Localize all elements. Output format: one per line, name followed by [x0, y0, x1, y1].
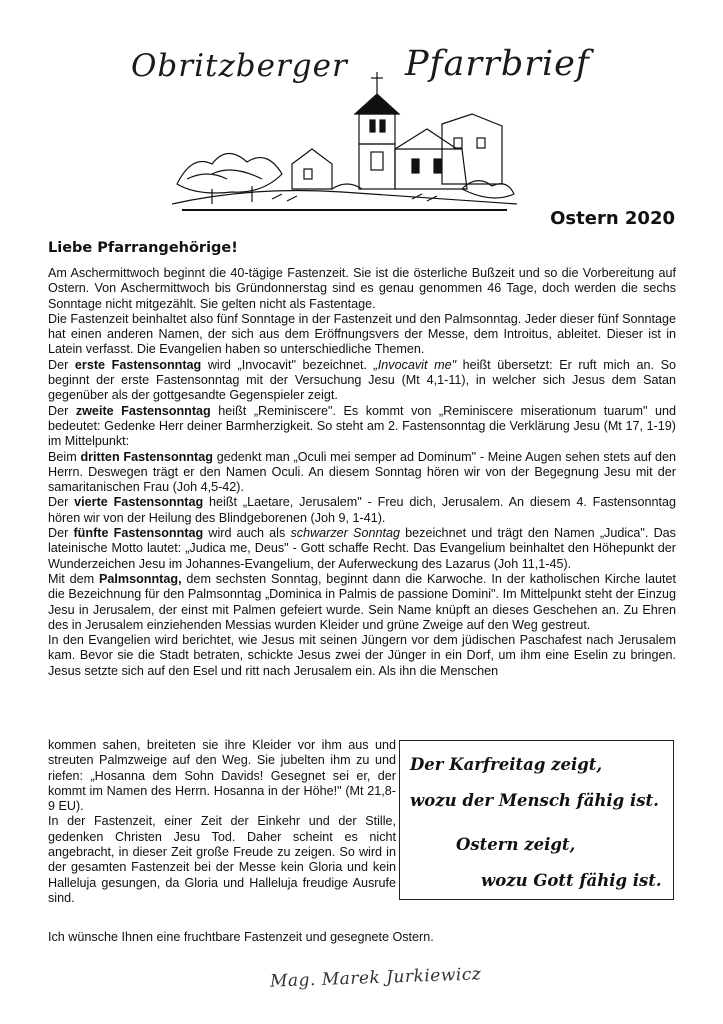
highlight-term: fünfte Fastensonntag — [73, 526, 204, 541]
masthead-title-left: Obritzberger — [131, 48, 348, 84]
quote-box — [399, 740, 674, 900]
text-run: Der — [48, 403, 76, 418]
church-illustration — [172, 54, 517, 212]
text-run: Der — [48, 495, 75, 510]
closing-line: Ich wünsche Ihnen eine fruchtbare Fastenzeit und gesegnete Ostern. — [48, 930, 434, 944]
text-run: dem sechsten Sonntag, beginnt dann die Karwoche. In der katholischen Kirche lautet die Bezeichnung für den Palmsonntag „Dominica in Palmis de passione Domini". Im Mittelpunkt steht der Einzug Jesu in Jerusalem, der einst mit Palmen gefeiert wurde. Sein Name knüpft an dieses Geschehen an. Zu Ehren des in Jerusalem einziehenden Messias wurden Kleider und grüne Zweige auf den Weg gestreut. — [48, 571, 676, 632]
paragraph — [48, 358, 676, 404]
emphasis-term: „Invocavit me" — [373, 357, 457, 372]
paragraph: Am Aschermittwoch beginnt die 40-tägige Fastenzeit. Sie ist die österliche Bußzeit und so die Vorbereitung auf Ostern. Von Aschermittwoch bis Gründonnerstag sind es genau genommen 46 Tage, doch werden die sechs Sonntage nicht mitgezählt. Sie gelten nicht als Fastentage. — [48, 266, 676, 311]
quote-line: wozu der Mensch fähig ist. — [410, 791, 659, 810]
paragraph — [48, 526, 676, 572]
highlight-term: zweite Fastensonntag — [75, 403, 211, 418]
paragraph: kommen sahen, breiteten sie ihre Kleider vor ihm aus und streuten Palmzweige auf den Weg. Sie jubelten ihm zu und riefen: „Hosanna dem Sohn Davids! Gesegnet sei er, der kommt im Namen des Herrn. Hosanna in der Höhe!" (Mt 21,8-9 EU). — [48, 738, 396, 814]
text-run: Der — [48, 526, 74, 541]
article-body — [48, 266, 676, 679]
signature: Mag. Marek Jurkiewicz — [269, 964, 482, 992]
quote-line: Ostern zeigt, — [456, 835, 576, 854]
text-run: heißt übersetzt: Er ruft mich an. So beginnt der erste Fastensonntag mit der Versuchung Jesu (Mt 4,1-11), in welcher sich Jesus dem Satan gegenüber als der gottgesandte Gegenspieler zeigt. — [48, 357, 676, 403]
text-run: wird auch als — [203, 526, 291, 541]
masthead — [0, 0, 723, 212]
masthead-title-right: Pfarrbrief — [405, 44, 590, 84]
highlight-term: Palmsonntag, — [99, 571, 182, 586]
text-run: heißt „Reminiscere". Es kommt von „Reminiscere miserationum tuarum" und bedeutet: Gedenke Herr deiner Barmherzigkeit. So steht am 2. Fastensonntag die Verklärung Jesu (Mt 17, 1-19) im Mittelpunkt: — [48, 403, 676, 449]
paragraph — [48, 404, 676, 450]
text-run: Beim — [48, 449, 81, 464]
text-run: bezeichnet und trägt den Namen „Judica". Das lateinische Motto lautet: „Judica me, Deus" - Gott schaffe Recht. Das Evangelium beinhaltet den Höhepunkt der Wunderzeichen Jesu im Johannes-Evangelium, der Auferweckung des Lazarus (Joh 11,1-45). — [48, 526, 676, 571]
highlight-term: vierte Fastensonntag — [74, 495, 204, 510]
text-run: Der — [48, 357, 75, 372]
text-run: wird „Invocavit" bezeichnet. — [201, 357, 374, 372]
paragraph: In der Fastenzeit, einer Zeit der Einkehr und der Stille, gedenken Christen Jesu Tod. Daher scheint es nicht angebracht, in dieser Zeit große Freude zu zeigen. So wird in der gesamten Fastenzeit bei der Messe kein Gloria und kein Halleluja gesungen, da Gloria und Halleluja freudige Ausrufe sind. — [48, 814, 396, 905]
article-body-narrow — [48, 738, 396, 906]
quote-line: Der Karfreitag zeigt, — [410, 755, 603, 774]
highlight-term: erste Fastensonntag — [74, 357, 202, 372]
paragraph: In den Evangelien wird berichtet, wie Jesus mit seinen Jüngern vor dem jüdischen Paschafest nach Jerusalem kam. Bevor sie die Stadt betraten, schickte Jesus zwei der Jünger in ein Dorf, um ihm eine Eselin zu bringen. Jesus setzte sich auf den Esel und ritt nach Jerusalem ein. Als ihn die Menschen — [48, 633, 676, 678]
highlight-term: dritten Fastensonntag — [80, 449, 213, 464]
edition-label: Ostern 2020 — [550, 208, 675, 229]
paragraph — [48, 495, 676, 526]
salutation: Liebe Pfarrangehörige! — [48, 240, 238, 256]
paragraph — [48, 572, 676, 633]
text-run: gedenkt man „Oculi mei semper ad Dominum" - Meine Augen sehen stets auf den Herrn. Deswegen trägt er den Namen Oculi. An diesem Sonntag hören wir von der Begegnung Jesu mit der samaritanischen Frau (Joh 4,5-42). — [48, 449, 676, 495]
text-run: heißt „Laetare, Jerusalem" - Freu dich, Jerusalem. An diesem 4. Fastensonntag hören wir von der Heilung des Blindgeborenen (Joh 9, 1-41). — [48, 495, 676, 525]
text-run: Mit dem — [48, 571, 99, 586]
paragraph — [48, 450, 676, 496]
paragraph: Die Fastenzeit beinhaltet also fünf Sonntage in der Fastenzeit und den Palmsonntag. Jeder dieser fünf Sonntage hat einen anderen Namen, der sich aus dem Eröffnungsvers der Messe, dem Introitus, ableitet. Dieser ist in Latein verfasst. Die Evangelien haben so unterschiedliche Themen. — [48, 311, 676, 357]
emphasis-term: schwarzer Sonntag — [290, 526, 400, 541]
quote-line: wozu Gott fähig ist. — [481, 871, 662, 890]
